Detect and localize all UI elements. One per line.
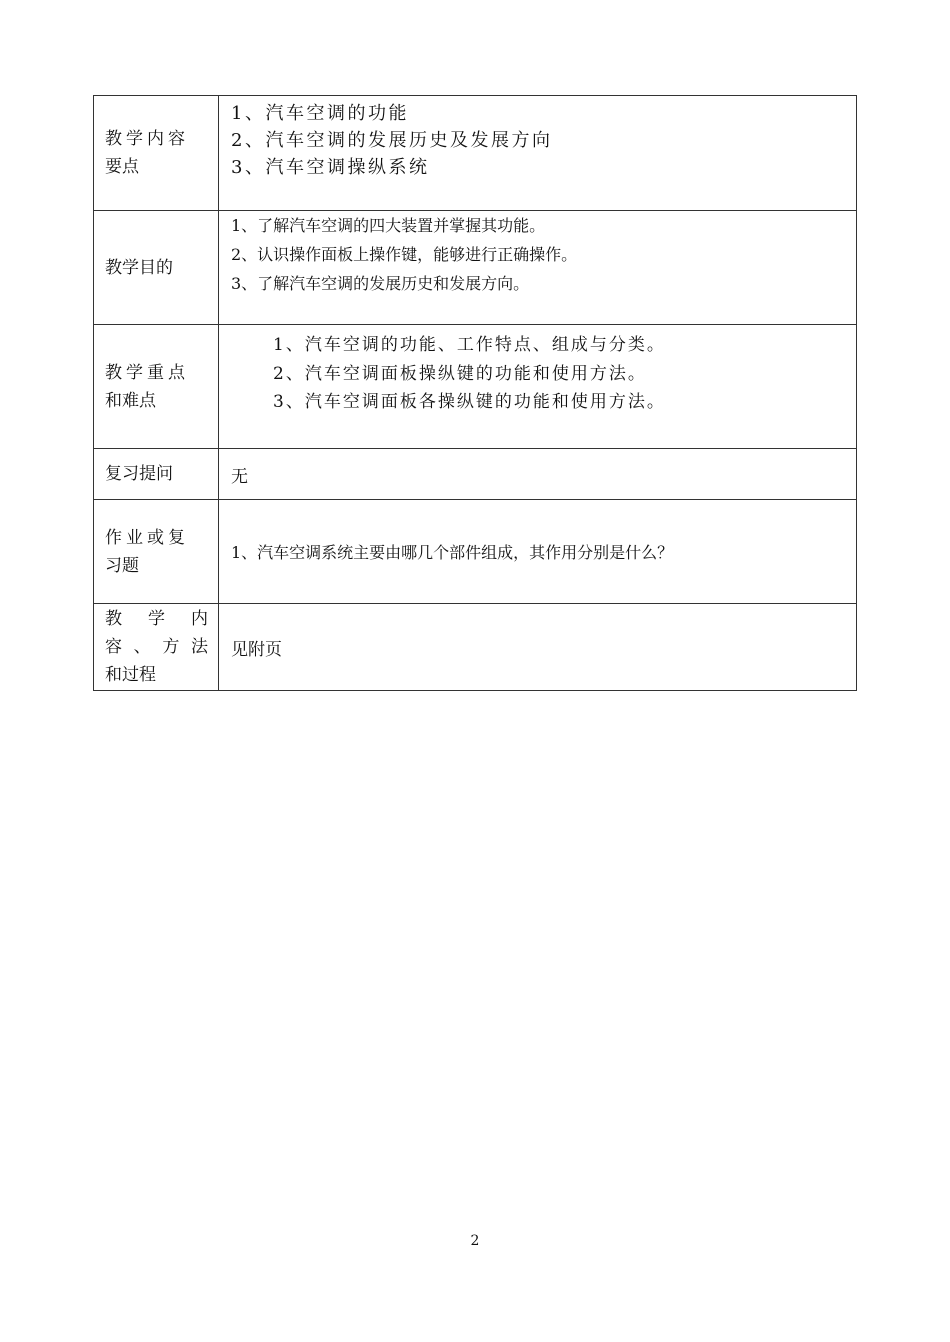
row-homework xyxy=(94,500,857,604)
homework-value: 1、汽车空调系统主要由哪几个部件组成，其作用分别是什么？ xyxy=(231,543,674,562)
content-point-item: 1、汽车空调的功能 xyxy=(231,103,409,124)
label-review: 复习提问 xyxy=(94,449,219,500)
row-objectives xyxy=(94,211,857,325)
row-review xyxy=(94,449,857,500)
key-point-item: 3、汽车空调面板各操纵键的功能和使用方法。 xyxy=(273,392,666,412)
label-homework: 作业或复 习题 xyxy=(94,500,219,604)
content-point-item: 2、汽车空调的发展历史及发展方向 xyxy=(231,130,553,151)
row-key-points xyxy=(94,325,857,449)
label-method: 教学内 容、方法 和过程 xyxy=(94,604,219,691)
objective-item: 3、了解汽车空调的发展历史和发展方向。 xyxy=(231,274,530,293)
key-point-item: 2、汽车空调面板操纵键的功能和使用方法。 xyxy=(273,363,647,384)
review-value: 无 xyxy=(231,466,248,487)
label-content-points: 教学内容 要点 xyxy=(94,96,219,211)
method-value: 见附页 xyxy=(231,639,282,660)
objective-item: 1、了解汽车空调的四大装置并掌握其功能。 xyxy=(231,216,546,235)
method-cell xyxy=(219,604,857,691)
row-content-points xyxy=(94,96,857,211)
content-point-item: 3、汽车空调操纵系统 xyxy=(231,157,430,178)
objective-item: 2、认识操作面板上操作键，能够进行正确操作。 xyxy=(231,245,578,264)
homework-cell xyxy=(219,500,857,604)
key-points-cell xyxy=(219,325,857,449)
objectives-cell xyxy=(219,211,857,325)
row-method xyxy=(94,604,857,691)
page-number: 2 xyxy=(470,1233,480,1249)
content-points-cell xyxy=(219,96,857,211)
label-key-points: 教学重点 和难点 xyxy=(94,325,219,449)
lesson-plan-table xyxy=(93,95,857,691)
key-point-item: 1、汽车空调的功能、工作特点、组成与分类。 xyxy=(273,335,666,355)
review-cell xyxy=(219,449,857,500)
label-objectives: 教学目的 xyxy=(94,211,219,325)
